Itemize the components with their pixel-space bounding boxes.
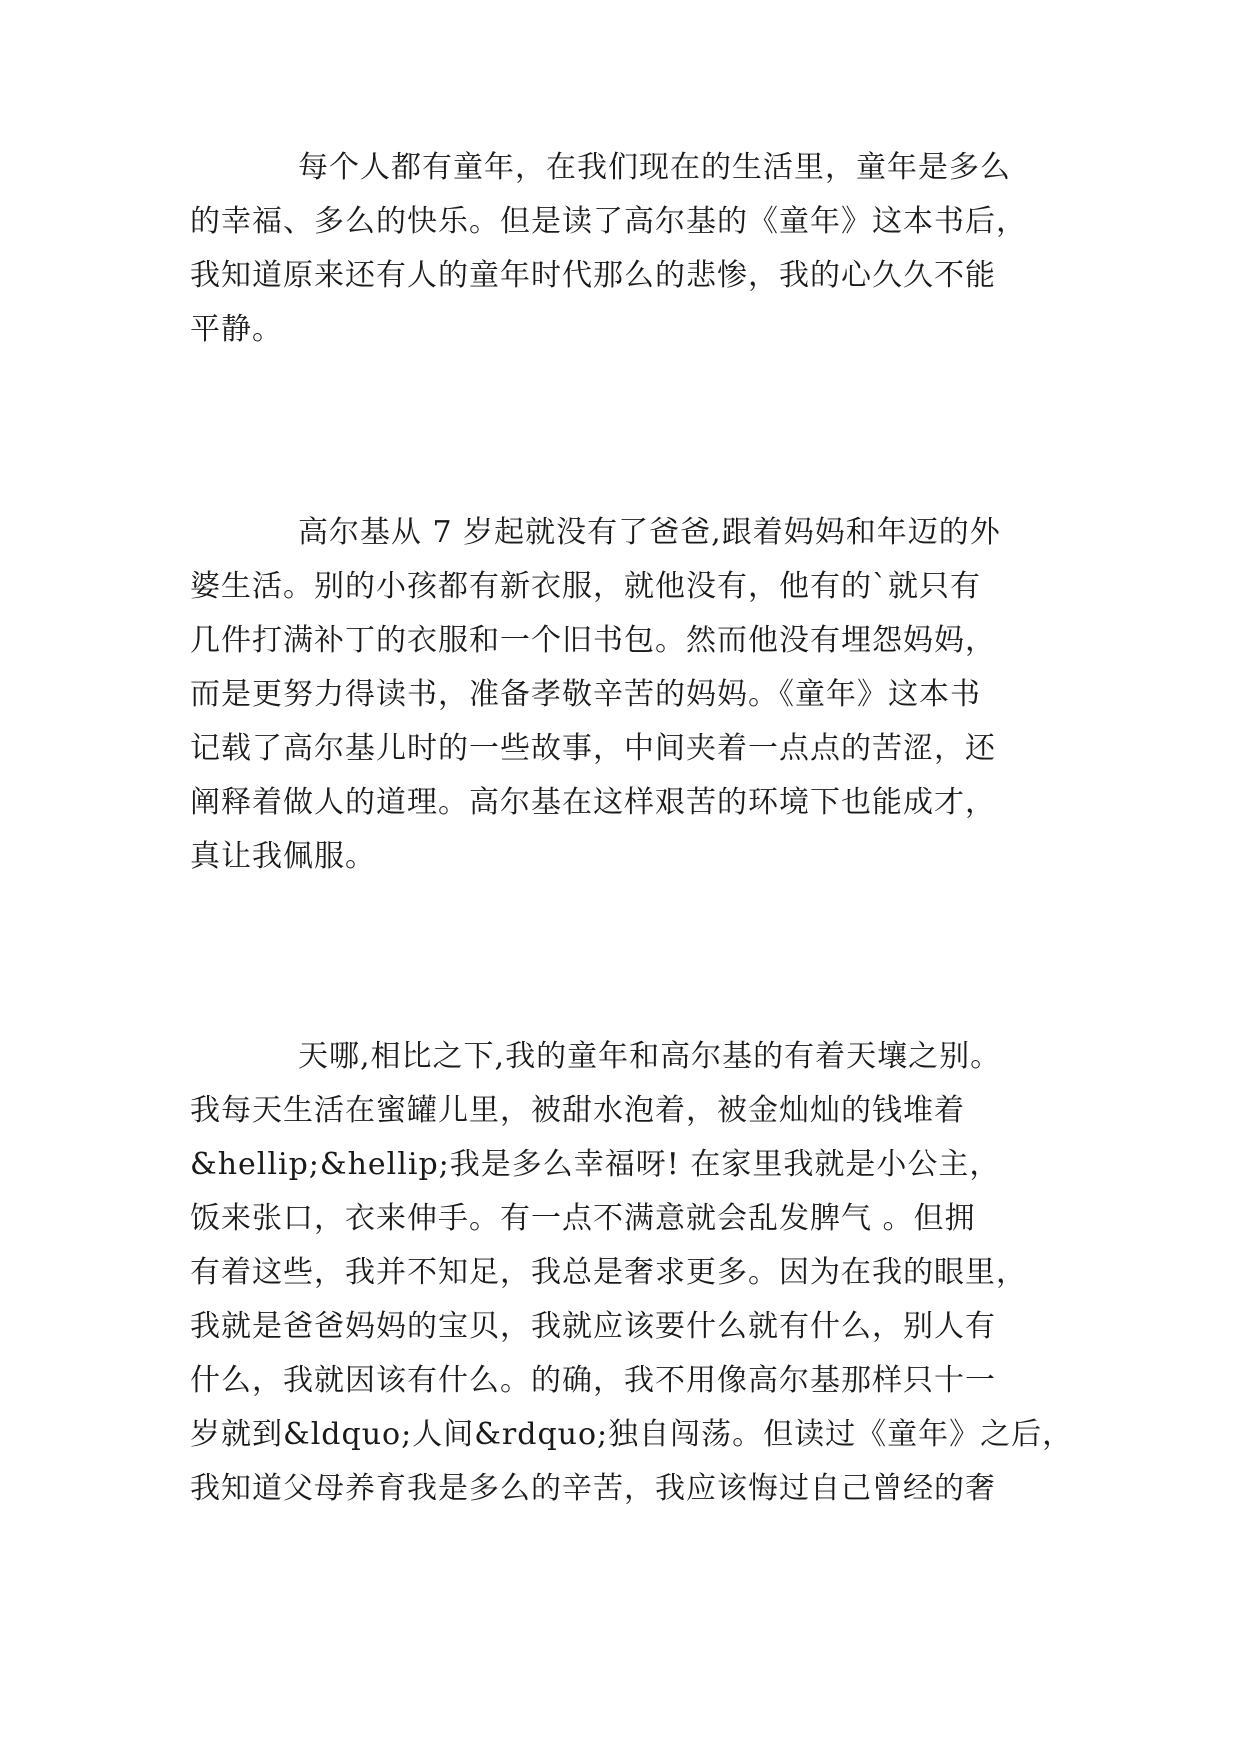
paragraph-line: 而是更努力得读书，准备孝敬辛苦的妈妈。《童年》这本书 <box>190 677 981 712</box>
paragraph-line: 平静。 <box>190 312 283 347</box>
paragraph-line: &hellip;&hellip;我是多么幸福呀! 在家里我就是小公主， <box>190 1147 1001 1182</box>
paragraph-line: 什么，我就因该有什么。的确，我不用像高尔基那样只十一 <box>190 1363 996 1398</box>
paragraph-line: 真让我佩服。 <box>190 839 376 874</box>
paragraph-line: 我知道原来还有人的童年时代那么的悲惨，我的心久久不能 <box>190 258 996 293</box>
paragraph-line: 高尔基从 7 岁起就没有了爸爸,跟着妈妈和年迈的外 <box>298 515 1001 550</box>
paragraph-line: 天哪,相比之下,我的童年和高尔基的有着天壤之别。 <box>298 1039 1002 1074</box>
paragraph-line: 几件打满补丁的衣服和一个旧书包。然而他没有埋怨妈妈， <box>190 623 996 658</box>
paragraph-line: 饭来张口，衣来伸手。有一点不满意就会乱发脾气 。但拥 <box>190 1201 976 1236</box>
paragraph-line: 记载了高尔基儿时的一些故事，中间夹着一点点的苦涩，还 <box>190 731 996 766</box>
paragraph-line: 阐释着做人的道理。高尔基在这样艰苦的环境下也能成才， <box>190 785 996 820</box>
paragraph-line: 的幸福、多么的快乐。但是读了高尔基的《童年》这本书后， <box>190 204 1027 239</box>
paragraph-line: 有着这些，我并不知足，我总是奢求更多。因为在我的眼里， <box>190 1255 1027 1290</box>
paragraph-line: 每个人都有童年，在我们现在的生活里，童年是多么 <box>298 150 1011 185</box>
paragraph-line: 我就是爸爸妈妈的宝贝，我就应该要什么就有什么，别人有 <box>190 1309 996 1344</box>
paragraph-line: 婆生活。别的小孩都有新衣服，就他没有，他有的`就只有 <box>190 569 981 604</box>
paragraph-line: 我知道父母养育我是多么的辛苦，我应该悔过自己曾经的奢 <box>190 1471 996 1506</box>
paragraph-line: 我每天生活在蜜罐儿里，被甜水泡着，被金灿灿的钱堆着 <box>190 1093 965 1128</box>
paragraph-line: 岁就到&ldquo;人间&rdquo;独自闯荡。但读过《童年》之后， <box>190 1417 1074 1452</box>
